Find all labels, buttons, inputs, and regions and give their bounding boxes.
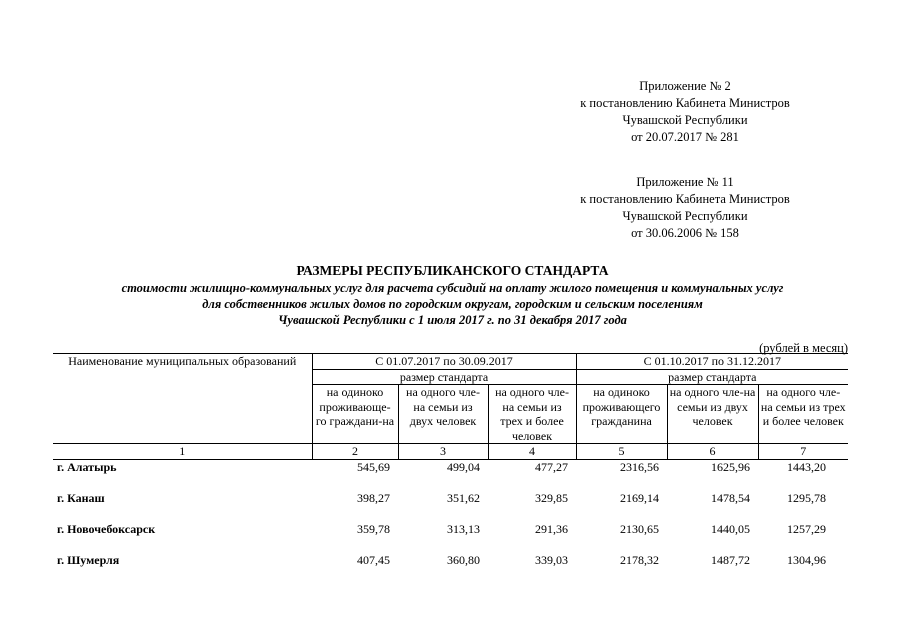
- value-cell: 2316,56: [620, 459, 660, 474]
- standards-table: [53, 353, 848, 584]
- municipality-name: г. Шумерля: [57, 552, 120, 567]
- value-cell: 351,62: [447, 490, 480, 505]
- value-cell: 1257,29: [787, 521, 827, 536]
- header-period-1: С 01.07.2017 по 30.09.2017: [312, 354, 576, 370]
- value-cell: 398,27: [357, 490, 390, 505]
- value-cell: 339,03: [535, 552, 569, 567]
- document-title: [40, 262, 865, 328]
- value-cell: 359,78: [357, 521, 390, 536]
- value-cell: 329,85: [535, 490, 569, 505]
- appendix-note-2: [580, 174, 790, 242]
- header-sub-column: на одиноко проживающего гражданина: [576, 385, 667, 444]
- value-cell: 1443,20: [787, 459, 827, 474]
- value-cell: 407,45: [357, 552, 390, 567]
- column-number: 3: [398, 444, 488, 460]
- column-number: 7: [758, 444, 848, 460]
- title-subtitle-line: стоимости жилищно-коммунальных услуг для расчета субсидий на оплату жилого помещения и коммунальных услуг: [121, 281, 784, 295]
- column-number: 2: [312, 444, 398, 460]
- value-cell: 313,13: [447, 521, 480, 536]
- column-number: 6: [667, 444, 758, 460]
- value-cell: 477,27: [535, 459, 569, 474]
- header-municipality: Наименование муниципальных образований: [53, 354, 312, 444]
- value-cell: 1487,72: [711, 552, 751, 567]
- title-main: РАЗМЕРЫ РЕСПУБЛИКАНСКОГО СТАНДАРТА: [296, 263, 609, 278]
- value-cell: 2130,65: [620, 521, 660, 536]
- appendix-line: Чувашской Республики: [622, 209, 748, 223]
- units-note: (рублей в месяц): [759, 341, 848, 355]
- value-cell: 1478,54: [711, 490, 751, 505]
- value-cell: 499,04: [447, 459, 480, 474]
- municipality-name: г. Новочебоксарск: [57, 521, 156, 536]
- column-number: 4: [488, 444, 576, 460]
- value-cell: 1304,96: [787, 552, 827, 567]
- appendix-line: к постановлению Кабинета Министров: [580, 192, 790, 206]
- municipality-name: г. Канаш: [57, 490, 105, 505]
- value-cell: 1625,96: [711, 459, 751, 474]
- appendix-line: к постановлению Кабинета Министров: [580, 96, 790, 110]
- title-subtitle-line: для собственников жилых домов по городским округам, городским и сельским поселениям: [202, 297, 703, 311]
- column-number: 1: [53, 444, 312, 460]
- header-sub-column: на одиноко проживающе-го граждани-на: [312, 385, 398, 444]
- header-standard-size-2: размер стандарта: [576, 369, 848, 385]
- value-cell: 360,80: [447, 552, 480, 567]
- appendix-note-1: [580, 78, 790, 146]
- column-number: 5: [576, 444, 667, 460]
- appendix-line: Приложение № 11: [636, 175, 734, 189]
- municipality-name: г. Алатырь: [57, 459, 117, 474]
- table-row: [53, 491, 848, 522]
- appendix-line: Чувашской Республики: [622, 113, 748, 127]
- value-cell: 2169,14: [620, 490, 660, 505]
- title-subtitle-line: Чувашской Республики с 1 июля 2017 г. по 31 декабря 2017 года: [278, 313, 627, 327]
- value-cell: 291,36: [535, 521, 569, 536]
- value-cell: 545,69: [357, 459, 390, 474]
- appendix-line: от 20.07.2017 № 281: [631, 130, 739, 144]
- value-cell: 2178,32: [620, 552, 660, 567]
- header-standard-size-1: размер стандарта: [312, 369, 576, 385]
- header-sub-column: на одного чле-на семьи из двух человек: [667, 385, 758, 444]
- header-sub-column: на одного чле-на семьи из трех и более человек: [488, 385, 576, 444]
- value-cell: 1440,05: [711, 521, 751, 536]
- table-row: [53, 553, 848, 584]
- appendix-line: Приложение № 2: [639, 79, 731, 93]
- header-sub-column: на одного чле-на семьи из трех и более человек: [760, 385, 846, 428]
- table-row: [53, 459, 848, 491]
- header-period-2: С 01.10.2017 по 31.12.2017: [576, 354, 848, 370]
- appendix-line: от 30.06.2006 № 158: [631, 226, 739, 240]
- value-cell: 1295,78: [787, 490, 827, 505]
- table-row: [53, 522, 848, 553]
- header-sub-column: на одного чле-на семьи из двух человек: [398, 385, 488, 444]
